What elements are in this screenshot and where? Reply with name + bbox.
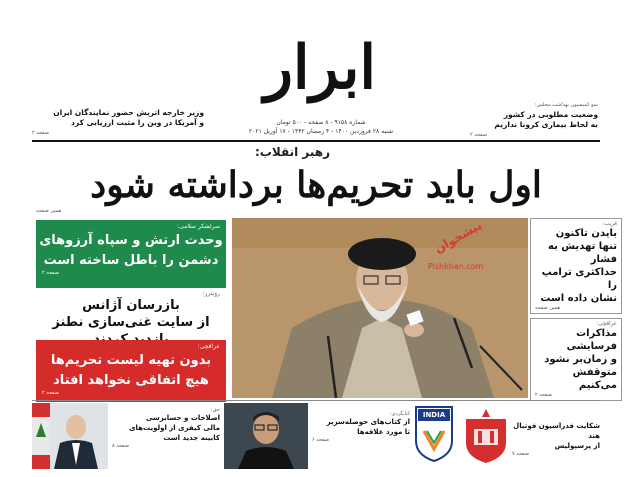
main-page: همین صفحه: [36, 208, 62, 214]
football-page: صفحه ۷: [512, 451, 529, 457]
book-kicker: کتابگردی:: [389, 411, 410, 417]
red-story-box[interactable]: [36, 340, 226, 402]
bottom-story-book[interactable]: [222, 403, 412, 473]
red-page: صفحه ۲: [42, 390, 59, 396]
right-column: [530, 218, 622, 405]
main-headline[interactable]: اول باید تحریم‌ها برداشته شود: [90, 164, 542, 206]
right-story-1-page: همین صفحه: [535, 305, 561, 311]
masthead-info: [232, 118, 410, 136]
lebanon-photo: [32, 403, 108, 469]
india-badge-text: INDIA: [422, 411, 446, 419]
mid-title-2: از سایت غنی‌سازی نطنز: [52, 315, 210, 330]
book-text: [312, 411, 410, 443]
main-kicker: رهبر انقلاب:: [255, 145, 330, 159]
persepolis-shield-icon: [462, 407, 510, 463]
right-story-1-line: بایدن تاکنون: [555, 228, 617, 239]
green-page: صفحه ۲: [42, 270, 59, 276]
india-badge: [414, 405, 454, 463]
green-title-1: وحدت ارتش و سپاه آرزوهای: [39, 233, 223, 248]
persepolis-badge: [462, 407, 510, 463]
football-line: از پرسپولیس: [554, 442, 600, 450]
red-kicker: عراقچی:: [197, 343, 220, 350]
masthead-info-line1: شماره ۹۱۵۸ - ۸ صفحه - ۵۰۰ تومان: [276, 119, 366, 126]
red-title-1: بدون تهیه لیست تحریم‌ها: [50, 353, 212, 368]
book-line: تا مورد علاقه‌ها: [357, 428, 410, 436]
left-top-title-1: وزیر خارجه اتریش حضور نمایندگان ایران: [53, 108, 204, 117]
right-story-2-line: و زمان‌بر نشود: [544, 354, 617, 365]
lebanon-line: کابینه جدید است: [163, 434, 220, 442]
bottom-story-football[interactable]: [412, 403, 602, 473]
lebanon-line: اصلاحات و حسابرسی: [145, 414, 220, 422]
lebanon-line: مالی کیفری از اولویت‌های: [129, 424, 220, 432]
right-top-kicker: نمو کمیسیون بهداشت مجلس:: [534, 102, 598, 108]
lebanon-page: صفحه ۸: [112, 443, 129, 449]
masthead-rule: [32, 140, 600, 142]
right-story-1-line: نشان داده است: [540, 293, 617, 304]
right-story-1-line: تنها تهدیش به فشار: [548, 241, 617, 265]
book-line: از کتاب‌های حوصله‌سربر: [326, 418, 410, 426]
book-photo-illustration: [224, 403, 308, 469]
photo-watermark-sub: Pishkhan.com: [428, 262, 484, 271]
right-story-1[interactable]: [530, 218, 622, 314]
right-story-1-kicker: قریب:: [602, 221, 617, 227]
masthead-title: ابرار: [263, 33, 377, 103]
mid-title-1: بازرسان آژانس: [82, 298, 180, 313]
book-page: صفحه ۶: [312, 437, 329, 443]
bottom-story-lebanon[interactable]: [32, 403, 222, 473]
left-top-page: صفحه ۲: [32, 130, 49, 136]
masthead-info-line2: شنبه ۲۸ فروردین ۱۴۰۰ - ۴ رمضان ۱۴۴۲ - ۱۷ آوریل ۲۰۲۱: [248, 128, 394, 135]
right-story-2-line: مذاکرات فرسایشی: [566, 328, 617, 352]
green-story-box[interactable]: [36, 220, 226, 288]
lebanon-kicker: حق:: [211, 407, 220, 413]
right-top-page: صفحه ۲: [470, 132, 487, 138]
right-story-2-line: متوقفش می‌کنیم: [572, 367, 617, 391]
book-photo: [224, 403, 308, 469]
right-story-2-kicker: عراقچی:: [596, 321, 617, 327]
right-top-title-2: به لحاظ بیماری کرونا نداریم: [494, 120, 598, 129]
bottom-rule: [32, 400, 600, 401]
green-title-2: دشمن را باطل ساخته است: [43, 253, 219, 268]
football-line: شکایت فدراسیون فوتبال هند: [513, 422, 600, 440]
photo-watermark: پیشخوان: [431, 218, 485, 257]
right-story-2-page: صفحه ۲: [535, 392, 552, 398]
left-top-story[interactable]: [32, 108, 204, 138]
green-kicker: سرلشکر سلامی:: [177, 223, 220, 230]
lebanon-photo-illustration: [32, 403, 108, 469]
lebanon-text: [112, 407, 220, 449]
right-top-title-1: وضعیت مطلوبی در کشور: [503, 110, 598, 119]
mid-kicker: رویترز:: [202, 290, 220, 297]
red-title-2: هیچ اتفاقی نخواهد افتاد: [53, 373, 209, 388]
main-photo[interactable]: [232, 218, 528, 398]
football-text: [512, 421, 600, 457]
mid-story[interactable]: [36, 290, 226, 338]
right-story-2[interactable]: [530, 318, 622, 401]
right-story-1-line: حداکثری ترامپ را: [541, 267, 617, 291]
leader-photo-illustration: [232, 218, 528, 398]
right-top-story[interactable]: [470, 100, 598, 140]
left-top-title-2: و آمریکا در وین را مثبت ارزیابی کرد: [71, 118, 204, 127]
